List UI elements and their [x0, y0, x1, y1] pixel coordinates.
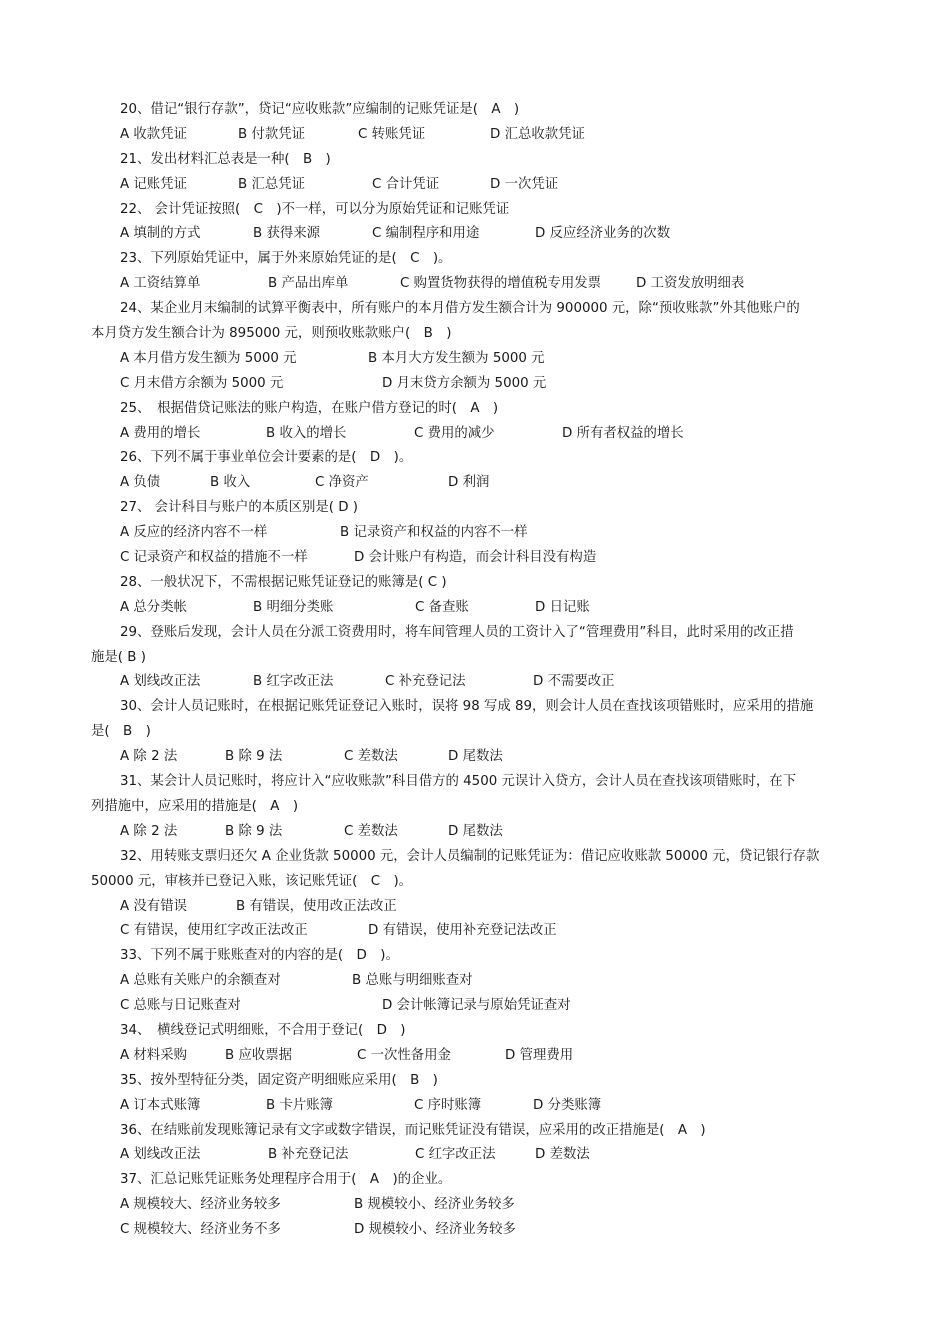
- question-text-continued: 本月贷方发生额合计为 895000 元，则预收账款账户( B ): [91, 326, 452, 342]
- option-row: [0, 546, 950, 571]
- answer-option: D 尾数法: [448, 749, 503, 765]
- answer-option: C 总账与日记账查对: [120, 998, 241, 1014]
- answer-option: D 汇总收款凭证: [490, 126, 585, 142]
- answer-option: C 净资产: [315, 475, 369, 491]
- option-row: [0, 1044, 950, 1069]
- answer-option: B 收入: [210, 475, 251, 491]
- question-text-continued: 列措施中，应采用的措施是( A ): [91, 798, 299, 814]
- answer-option: A 反应的经济内容不一样: [120, 525, 268, 541]
- answer-option: A 订本式账簿: [120, 1097, 201, 1113]
- answer-option: B 规模较小、经济业务较多: [354, 1197, 515, 1213]
- answer-option: B 卡片账簿: [266, 1097, 334, 1113]
- option-row: [0, 422, 950, 447]
- option-row: [0, 919, 950, 944]
- answer-option: A 总分类帐: [120, 599, 187, 615]
- answer-option: B 本月大方发生额为 5000 元: [368, 350, 545, 366]
- answer-option: C 记录资产和权益的措施不一样: [120, 550, 308, 566]
- answer-option: B 除 9 法: [225, 823, 283, 839]
- answer-option: D 差数法: [535, 1147, 590, 1163]
- answer-option: B 产品出库单: [268, 276, 349, 292]
- question-text: 29、登账后发现，会计人员在分派工资费用时，将车间管理人员的工资计入了“管理费用”科目，此时采用的改正措: [120, 624, 794, 640]
- option-row: [0, 222, 950, 247]
- question-text: 28、一般状况下，不需根据记账凭证登记的账簿是( C ): [120, 574, 447, 590]
- option-row: [0, 596, 950, 621]
- question-text: 20、借记“银行存款”，贷记“应收账款”应编制的记账凭证是( A ): [120, 102, 520, 117]
- answer-option: A 规模较大、经济业务较多: [120, 1197, 281, 1213]
- answer-option: C 有错误，使用红字改正法改正: [120, 923, 308, 939]
- question-text: 37、汇总记账凭证账务处理程序合用于( A )的企业。: [120, 1172, 452, 1188]
- question-text: 34、 横线登记式明细账，不合用于登记( D ): [120, 1022, 406, 1038]
- answer-option: C 差数法: [344, 749, 398, 765]
- question-text-continued: 50000 元，审核并已登记入账，该记账凭证( C )。: [91, 873, 413, 889]
- answer-option: D 分类账簿: [533, 1097, 602, 1113]
- answer-option: A 记账凭证: [120, 176, 187, 192]
- answer-option: C 费用的减少: [414, 425, 495, 441]
- answer-option: D 一次凭证: [490, 176, 559, 192]
- option-row: [0, 1094, 950, 1119]
- answer-option: A 收款凭证: [120, 126, 187, 142]
- option-row: [0, 969, 950, 994]
- answer-option: C 红字改正法: [415, 1147, 496, 1163]
- answer-option: C 月末借方余额为 5000 元: [120, 375, 284, 391]
- answer-option: C 备查账: [415, 599, 469, 615]
- answer-option: C 补充登记法: [385, 674, 466, 690]
- answer-option: A 划线改正法: [120, 674, 201, 690]
- answer-option: A 工资结算单: [120, 276, 201, 292]
- answer-option: C 购置货物获得的增值税专用发票: [400, 276, 602, 292]
- option-row: [0, 1193, 950, 1218]
- answer-option: A 没有错误: [120, 898, 187, 914]
- question-list: [0, 98, 950, 1243]
- answer-option: B 有错误，使用改正法改正: [236, 898, 397, 914]
- answer-option: A 本月借方发生额为 5000 元: [120, 350, 297, 366]
- answer-option: A 材料采购: [120, 1047, 187, 1063]
- answer-option: D 反应经济业务的次数: [535, 226, 671, 242]
- question-text: 27、 会计科目与账户的本质区别是( D ): [120, 500, 359, 516]
- answer-option: A 费用的增长: [120, 425, 201, 441]
- question-text: 24、某企业月末编制的试算平衡表中，所有账户的本月借方发生额合计为 900000 元，除“预收账款”外其他账户的: [120, 301, 800, 317]
- question-text: 22、 会计凭证按照( C )不一样，可以分为原始凭证和记账凭证: [120, 201, 510, 217]
- question-text: 33、下列不属于账账查对的内容的是( D )。: [120, 948, 399, 964]
- question-text: 32、用转账支票归还欠 A 企业货款 50000 元，会计人员编制的记账凭证为：借记应收账款 50000 元，贷记银行存款: [120, 848, 820, 864]
- answer-option: D 工资发放明细表: [636, 276, 745, 292]
- answer-option: B 应收票据: [225, 1047, 293, 1063]
- answer-option: A 填制的方式: [120, 226, 201, 242]
- answer-option: B 红字改正法: [253, 674, 334, 690]
- option-row: [0, 272, 950, 297]
- question-text: 30、会计人员记账时，在根据记账凭证登记入账时，误将 98 写成 89，则会计人员在查找该项错账时，应采用的措施: [120, 699, 814, 715]
- option-row: [0, 173, 950, 198]
- option-row: [0, 521, 950, 546]
- answer-option: D 月末贷方余额为 5000 元: [382, 375, 547, 391]
- answer-option: B 总账与明细账查对: [352, 973, 473, 989]
- answer-option: C 合计凭证: [372, 176, 440, 192]
- answer-option: B 除 9 法: [225, 749, 283, 765]
- answer-option: B 收入的增长: [266, 425, 347, 441]
- answer-option: B 补充登记法: [268, 1147, 349, 1163]
- answer-option: D 管理费用: [505, 1047, 574, 1063]
- answer-option: C 转账凭证: [358, 126, 426, 142]
- option-row: [0, 994, 950, 1019]
- option-row: [0, 372, 950, 397]
- option-row: [0, 123, 950, 148]
- answer-option: C 序时账簿: [414, 1097, 482, 1113]
- question-text-continued: 施是( B ): [91, 649, 146, 665]
- answer-option: B 付款凭证: [238, 126, 306, 142]
- question-text: 31、某会计人员记账时，将应计入“应收账款”科目借方的 4500 元误计入贷方，会计人员在查找该项错账时，在下: [120, 774, 797, 790]
- question-text: 23、下列原始凭证中，属于外来原始凭证的是( C )。: [120, 251, 452, 267]
- question-text: 35、按外型特征分类，固定资产明细账应采用( B ): [120, 1072, 438, 1088]
- answer-option: D 会计账户有构造，而会计科目没有构造: [354, 550, 597, 566]
- answer-option: C 一次性备用金: [357, 1047, 451, 1063]
- option-row: [0, 745, 950, 770]
- answer-option: D 日记账: [535, 599, 590, 615]
- answer-option: A 划线改正法: [120, 1147, 201, 1163]
- option-row: [0, 1218, 950, 1243]
- question-text: 36、在结账前发现账簿记录有文字或数字错误，而记账凭证没有错误，应采用的改正措施是( A ): [120, 1122, 706, 1138]
- option-row: [0, 895, 950, 920]
- answer-option: B 获得来源: [253, 226, 321, 242]
- answer-option: D 不需要改正: [533, 674, 615, 690]
- answer-option: A 除 2 法: [120, 823, 178, 839]
- answer-option: D 规模较小、经济业务较多: [354, 1222, 516, 1238]
- question-text-continued: 是( B ): [91, 724, 151, 740]
- answer-option: D 有错误，使用补充登记法改正: [368, 923, 557, 939]
- answer-option: D 利润: [448, 475, 490, 491]
- answer-option: D 尾数法: [448, 823, 503, 839]
- answer-option: A 总账有关账户的余额查对: [120, 973, 281, 989]
- option-row: [0, 670, 950, 695]
- option-row: [0, 820, 950, 845]
- answer-option: D 所有者权益的增长: [562, 425, 684, 441]
- answer-option: C 规模较大、经济业务不多: [120, 1222, 281, 1238]
- answer-option: D 会计帐簿记录与原始凭证查对: [382, 998, 571, 1014]
- answer-option: A 负债: [120, 475, 161, 491]
- answer-option: C 差数法: [344, 823, 398, 839]
- answer-option: C 编制程序和用途: [372, 226, 480, 242]
- option-row: [0, 1143, 950, 1168]
- answer-option: A 除 2 法: [120, 749, 178, 765]
- option-row: [0, 347, 950, 372]
- answer-option: B 汇总凭证: [238, 176, 306, 192]
- answer-option: B 明细分类账: [253, 599, 334, 615]
- question-text: 21、发出材料汇总表是一种( B ): [120, 151, 331, 167]
- question-text: 25、 根据借贷记账法的账户构造，在账户借方登记的时( A ): [120, 400, 499, 416]
- question-text: 26、下列不属于事业单位会计要素的是( D )。: [120, 450, 413, 466]
- option-row: [0, 471, 950, 496]
- answer-option: B 记录资产和权益的内容不一样: [340, 525, 528, 541]
